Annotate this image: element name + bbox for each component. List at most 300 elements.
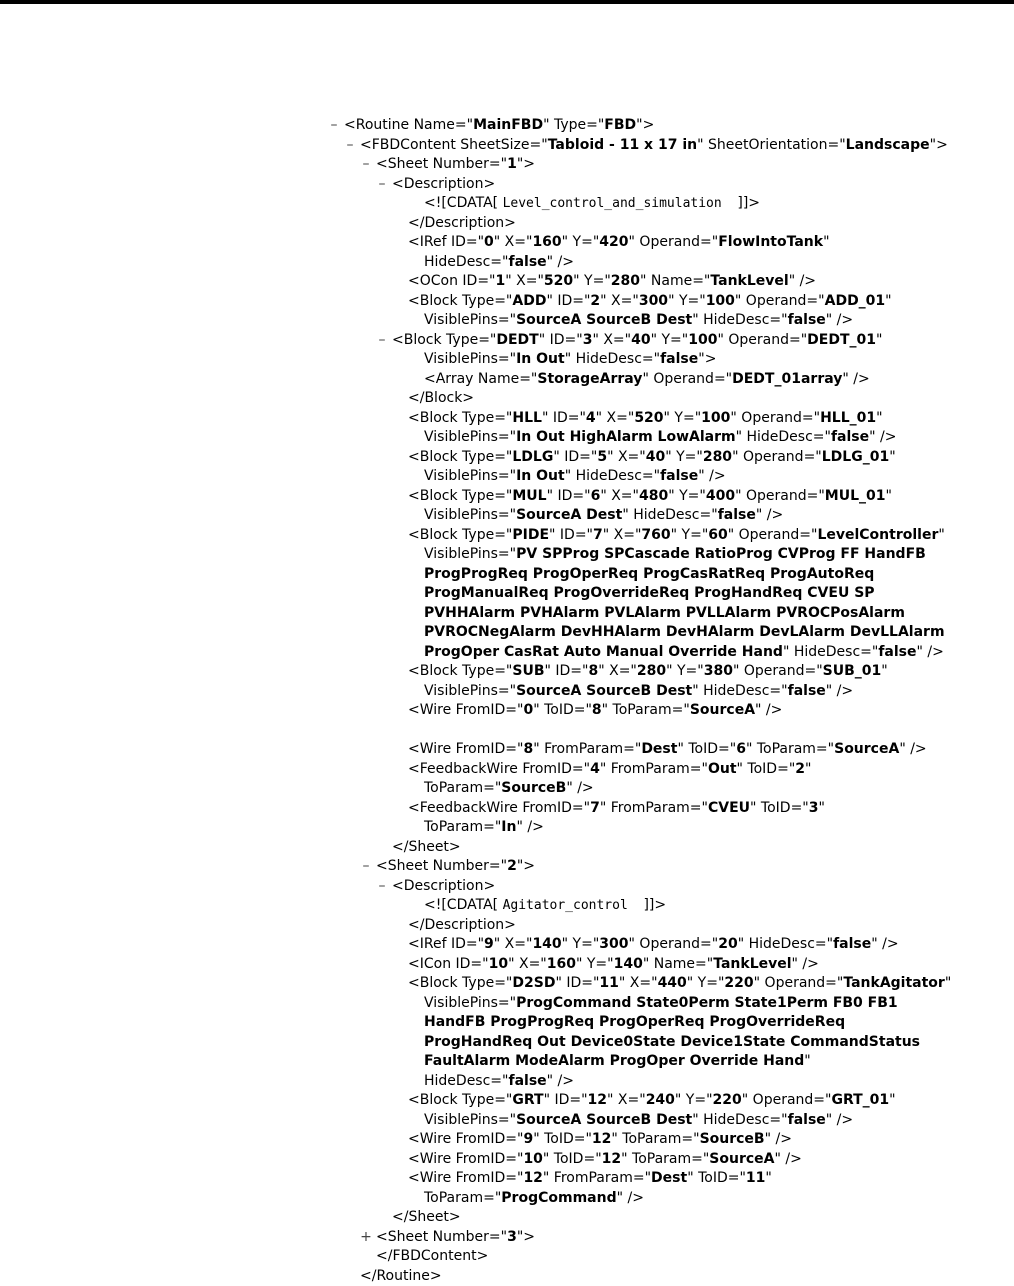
xml-value: DEDT [496,332,538,348]
xml-markup: " X=" [508,956,547,972]
xml-value: 20 [718,936,737,952]
xml-value: FBD [604,117,636,133]
xml-markup: " Operand=" [629,936,719,952]
xml-markup: ]]> [737,195,760,211]
xml-markup: " X=" [505,273,544,289]
xml-value: LevelController [817,527,938,543]
xml-value: ProgHandReq Out Device0State Device1State CommandStatus [424,1034,920,1050]
xml-line [328,838,1008,858]
xml-markup: " [819,800,825,816]
xml-value: SourceA [834,741,899,757]
xml-markup: " ToParam=" [602,702,690,718]
xml-markup: VisiblePins=" [424,546,516,562]
xml-value: MUL [512,488,546,504]
xml-line [328,916,1008,936]
xml-value: GRT_01 [831,1092,889,1108]
xml-markup: " ID=" [546,293,590,309]
xml-value: 11 [599,975,618,991]
xml-markup: " /> [871,936,898,952]
xml-value: 40 [631,332,650,348]
xml-line [328,760,1008,780]
xml-line [328,1189,1008,1209]
xml-markup: " ToParam=" [611,1131,699,1147]
xml-line [328,877,1008,897]
xml-value: PVROCNegAlarm DevHHAlarm DevHAlarm DevLAlarm DevLLAlarm [424,624,945,640]
xml-value: false [508,1073,546,1089]
xml-markup: " HideDesc=" [692,1112,787,1128]
xml-value: 480 [639,488,668,504]
xml-line [328,994,1008,1014]
xml-value: 6 [736,741,746,757]
xml-value: DEDT_01array [732,371,842,387]
xml-line [328,1013,1008,1033]
xml-value: SUB_01 [823,663,882,679]
xml-markup: " /> [617,1190,644,1206]
xml-markup: " Operand=" [732,449,822,465]
xml-markup: " X=" [596,410,635,426]
top-rule [0,0,1014,4]
xml-line [328,526,1008,546]
collapse-toggle[interactable]: – [344,136,356,156]
xml-markup: " ID=" [544,1092,588,1108]
xml-value: MainFBD [473,117,543,133]
xml-value: Tabloid - 11 x 17 in [548,137,697,153]
xml-value: false [878,644,916,660]
xml-value: false [788,683,826,699]
xml-value: 280 [703,449,732,465]
xml-markup: " ToParam=" [621,1151,709,1167]
xml-markup: " ID=" [549,527,593,543]
xml-markup: " Y=" [651,332,689,348]
xml-value: SUB [512,663,544,679]
xml-markup: " ToID=" [533,1131,592,1147]
xml-value: 760 [641,527,670,543]
xml-value: Dest [641,741,677,757]
xml-line [328,565,1008,585]
xml-line [328,1130,1008,1150]
xml-value: 520 [544,273,573,289]
xml-markup: " Y=" [562,234,600,250]
xml-markup: " Y=" [687,975,725,991]
xml-markup: </Routine> [360,1268,442,1284]
xml-markup: " Y=" [668,488,706,504]
xml-markup: <Wire FromID=" [408,702,523,718]
xml-markup: <Block Type=" [408,410,512,426]
xml-markup: " ToParam=" [746,741,834,757]
xml-markup: " /> [698,468,725,484]
xml-markup: " HideDesc=" [736,429,831,445]
xml-markup: " /> [547,1073,574,1089]
xml-markup: " ToID=" [737,761,796,777]
xml-markup: <Wire FromID=" [408,741,523,757]
xml-markup: <Array Name=" [424,371,537,387]
xml-markup: " Name=" [643,956,713,972]
xml-line [328,272,1008,292]
xml-value: SourceB [501,780,566,796]
xml-markup: " ID=" [555,975,599,991]
xml-value: 60 [708,527,727,543]
xml-value: 6 [591,488,601,504]
xml-line [328,935,1008,955]
xml-markup: " /> [789,273,816,289]
xml-markup: " /> [775,1151,802,1167]
xml-line [328,448,1008,468]
xml-value: 4 [586,410,596,426]
xml-value: ADD_01 [825,293,886,309]
xml-line [328,662,1008,682]
xml-value: 300 [599,936,628,952]
xml-line [328,292,1008,312]
xml-markup: " Operand=" [717,332,807,348]
xml-value: 240 [646,1092,675,1108]
xml-value: 520 [634,410,663,426]
xml-markup: " /> [842,371,869,387]
xml-value: SourceA SourceB Dest [516,1112,692,1128]
xml-markup: HideDesc=" [424,1073,508,1089]
xml-value: SourceA [709,1151,774,1167]
xml-line [328,799,1008,819]
xml-markup: "> [517,156,535,172]
xml-line [328,682,1008,702]
xml-value: Out [708,761,737,777]
xml-markup: " X=" [598,663,637,679]
xml-value: ProgProgReq ProgOperReq ProgCasRatReq ProgAutoReq [424,566,874,582]
xml-markup: " [765,1170,771,1186]
xml-markup: " [876,332,882,348]
xml-line [328,116,1008,136]
xml-line [328,604,1008,624]
collapse-toggle[interactable]: – [376,877,388,897]
xml-markup: " /> [756,507,783,523]
xml-value: GRT [512,1092,543,1108]
xml-markup: " Operand=" [728,527,818,543]
xml-value: LDLG_01 [822,449,889,465]
xml-value: SourceA [690,702,755,718]
xml-markup: " [885,488,891,504]
xml-line [328,1267,1008,1286]
xml-line [328,545,1008,565]
xml-line [328,643,1008,663]
xml-markup: " [889,1092,895,1108]
xml-line [328,331,1008,351]
xml-markup: " Y=" [562,936,600,952]
xml-markup: "> [636,117,654,133]
xml-line [328,233,1008,253]
xml-markup: <Sheet Number=" [376,858,507,874]
xml-value: ProgManualReq ProgOverrideReq ProgHandReq CVEU SP [424,585,875,601]
xml-markup: " Operand=" [754,975,844,991]
collapse-toggle[interactable]: – [328,116,340,136]
xml-value: 2 [590,293,600,309]
xml-markup: <Sheet Number=" [376,1229,507,1245]
xml-markup: " Y=" [666,663,704,679]
xml-markup: " Y=" [664,410,702,426]
xml-line [328,1111,1008,1131]
xml-value: 9 [484,936,494,952]
xml-value: TankAgitator [843,975,944,991]
xml-value: 3 [583,332,593,348]
xml-value: PVHHAlarm PVHAlarm PVLAlarm PVLLAlarm PVROCPosAlarm [424,605,905,621]
xml-value: 400 [706,488,735,504]
xml-markup: ]]> [643,897,666,913]
xml-markup: <Description> [392,176,495,192]
collapse-toggle[interactable]: – [360,857,372,877]
xml-markup: " HideDesc=" [565,351,660,367]
xml-line [328,1091,1008,1111]
xml-markup: VisiblePins=" [424,1112,516,1128]
cdata-text: Level_control_and_simulation [503,196,738,211]
xml-markup: " Y=" [665,449,703,465]
xml-value: false [788,1112,826,1128]
xml-markup: " /> [765,1131,792,1147]
xml-line [328,857,1008,877]
xml-value: 160 [532,234,561,250]
xml-value: ProgCommand State0Perm State1Perm FB0 FB1 [516,995,898,1011]
xml-markup: VisiblePins=" [424,468,516,484]
xml-tree-view [328,116,1008,1286]
xml-markup: "> [698,351,716,367]
xml-markup: " FromParam=" [600,761,708,777]
xml-markup: " FromParam=" [543,1170,651,1186]
xml-markup: VisiblePins=" [424,507,516,523]
xml-value: ADD [512,293,546,309]
xml-markup: <![CDATA[ [424,195,503,211]
xml-markup: <Routine Name=" [344,117,473,133]
xml-markup: " Y=" [675,1092,713,1108]
xml-markup: " X=" [603,527,642,543]
xml-value: 3 [507,1229,517,1245]
xml-markup: " X=" [607,449,646,465]
xml-markup: ToParam=" [424,780,501,796]
xml-markup: " HideDesc=" [622,507,717,523]
xml-markup: <![CDATA[ [424,897,503,913]
xml-markup: "> [517,1229,535,1245]
xml-line [328,623,1008,643]
xml-line [328,584,1008,604]
xml-value: HandFB ProgProgReq ProgOperReq ProgOverrideReq [424,1014,845,1030]
xml-value: TankLevel [710,273,788,289]
xml-markup: " /> [826,312,853,328]
xml-value: D2SD [512,975,555,991]
xml-line [328,370,1008,390]
xml-value: CVEU [708,800,750,816]
xml-markup: " Operand=" [735,488,825,504]
xml-markup: <Block Type=" [408,1092,512,1108]
xml-value: 300 [639,293,668,309]
xml-value: 160 [547,956,576,972]
xml-value: HLL_01 [820,410,876,426]
xml-markup: " HideDesc=" [692,312,787,328]
xml-value: 11 [746,1170,765,1186]
xml-line [328,409,1008,429]
xml-value: 140 [532,936,561,952]
xml-value: 12 [602,1151,621,1167]
xml-markup: <FeedbackWire FromID=" [408,761,590,777]
xml-value: 100 [706,293,735,309]
xml-value: 440 [658,975,687,991]
xml-markup: " /> [547,254,574,270]
xml-value: 7 [590,800,600,816]
xml-value: PIDE [512,527,549,543]
xml-line [328,467,1008,487]
xml-markup: " HideDesc=" [783,644,878,660]
collapse-toggle[interactable]: – [360,155,372,175]
xml-markup: " [805,761,811,777]
xml-markup: " Y=" [576,956,614,972]
xml-markup: VisiblePins=" [424,995,516,1011]
xml-line [328,721,1008,741]
xml-markup: </Block> [408,390,474,406]
xml-value: false [788,312,826,328]
xml-value: In Out HighAlarm LowAlarm [516,429,735,445]
xml-line [328,136,1008,156]
collapse-toggle[interactable]: – [376,331,388,351]
xml-value: MUL_01 [825,488,886,504]
xml-value: 3 [809,800,819,816]
xml-markup: " Name=" [640,273,710,289]
xml-value: 8 [588,663,598,679]
collapse-toggle[interactable]: – [376,175,388,195]
xml-markup: " /> [826,1112,853,1128]
xml-markup: <Block Type=" [408,293,512,309]
xml-markup: " SheetOrientation=" [697,137,846,153]
xml-markup: " Y=" [573,273,611,289]
xml-value: Landscape [846,137,930,153]
expand-toggle[interactable]: + [360,1228,372,1248]
xml-markup: " [876,410,882,426]
xml-markup: " HideDesc=" [692,683,787,699]
xml-markup: <Block Type=" [408,663,512,679]
xml-line [328,350,1008,370]
xml-markup: <Block Type=" [408,527,512,543]
xml-markup: " Y=" [668,293,706,309]
xml-markup: " Operand=" [629,234,719,250]
xml-markup: " Operand=" [735,293,825,309]
xml-line [328,389,1008,409]
xml-markup: " [885,293,891,309]
xml-markup: <FBDContent SheetSize=" [360,137,548,153]
xml-value: 0 [523,702,533,718]
xml-markup: " X=" [592,332,631,348]
xml-markup: " ID=" [547,488,591,504]
xml-value: ProgOper CasRat Auto Manual Override Hand [424,644,783,660]
xml-value: SourceA SourceB Dest [516,683,692,699]
xml-line [328,1228,1008,1248]
xml-markup: " ID=" [542,410,586,426]
xml-value: 2 [795,761,805,777]
xml-value: PV SPProg SPCascade RatioProg CVProg FF HandFB [516,546,926,562]
xml-markup: " Operand=" [730,410,820,426]
xml-line [328,1247,1008,1267]
xml-value: 1 [496,273,506,289]
xml-markup: " ToID=" [750,800,809,816]
xml-value: 12 [523,1170,542,1186]
xml-value: 9 [523,1131,533,1147]
xml-line [328,506,1008,526]
xml-line [328,955,1008,975]
xml-value: In Out [516,468,565,484]
xml-markup: " ID=" [553,449,597,465]
xml-line [328,1208,1008,1228]
xml-value: In [501,819,516,835]
xml-value: false [718,507,756,523]
xml-value: FlowIntoTank [718,234,823,250]
xml-markup: " /> [899,741,926,757]
xml-line [328,818,1008,838]
xml-line [328,1150,1008,1170]
xml-value: 40 [646,449,665,465]
xml-markup: " X=" [494,936,533,952]
xml-line [328,974,1008,994]
xml-value: 8 [523,741,533,757]
xml-value: SourceA SourceB Dest [516,312,692,328]
xml-value: 220 [713,1092,742,1108]
xml-markup: " /> [755,702,782,718]
xml-markup: </Description> [408,215,516,231]
xml-markup: <Block Type=" [408,449,512,465]
xml-line [328,779,1008,799]
xml-markup: " ToID=" [543,1151,602,1167]
xml-value: In Out [516,351,565,367]
xml-markup: <FeedbackWire FromID=" [408,800,590,816]
xml-markup: " [804,1053,810,1069]
xml-markup: </Sheet> [392,839,461,855]
xml-line [328,155,1008,175]
xml-value: TankLevel [713,956,791,972]
xml-markup: VisiblePins=" [424,351,516,367]
xml-markup: " X=" [494,234,533,250]
xml-markup: VisiblePins=" [424,683,516,699]
xml-markup: " Y=" [671,527,709,543]
xml-markup: VisiblePins=" [424,312,516,328]
xml-markup: <Description> [392,878,495,894]
xml-value: DEDT_01 [807,332,876,348]
xml-markup: VisiblePins=" [424,429,516,445]
xml-value: HLL [512,410,542,426]
xml-markup: " /> [792,956,819,972]
xml-line [328,194,1008,214]
xml-markup: " Operand=" [733,663,823,679]
xml-value: 10 [523,1151,542,1167]
xml-markup: </Sheet> [392,1209,461,1225]
xml-markup: " Type=" [543,117,604,133]
xml-line [328,428,1008,448]
xml-markup: " X=" [619,975,658,991]
xml-value: LDLG [512,449,553,465]
xml-value: 220 [724,975,753,991]
xml-markup: <OCon ID=" [408,273,496,289]
xml-markup: " ID=" [539,332,583,348]
xml-markup: <Wire FromID=" [408,1131,523,1147]
xml-markup: " [945,975,951,991]
xml-value: 12 [588,1092,607,1108]
xml-line [328,1033,1008,1053]
xml-markup: <Sheet Number=" [376,156,507,172]
xml-markup: </FBDContent> [376,1248,488,1264]
xml-value: false [508,254,546,270]
xml-value: 140 [614,956,643,972]
xml-markup: <IRef ID=" [408,234,484,250]
xml-markup: " HideDesc=" [565,468,660,484]
xml-value: 0 [484,234,494,250]
xml-markup: "> [930,137,948,153]
xml-value: false [831,429,869,445]
xml-line [328,311,1008,331]
xml-value: 420 [599,234,628,250]
xml-value: 2 [507,858,517,874]
cdata-text: Agitator_control [503,898,644,913]
xml-value: ProgCommand [501,1190,616,1206]
